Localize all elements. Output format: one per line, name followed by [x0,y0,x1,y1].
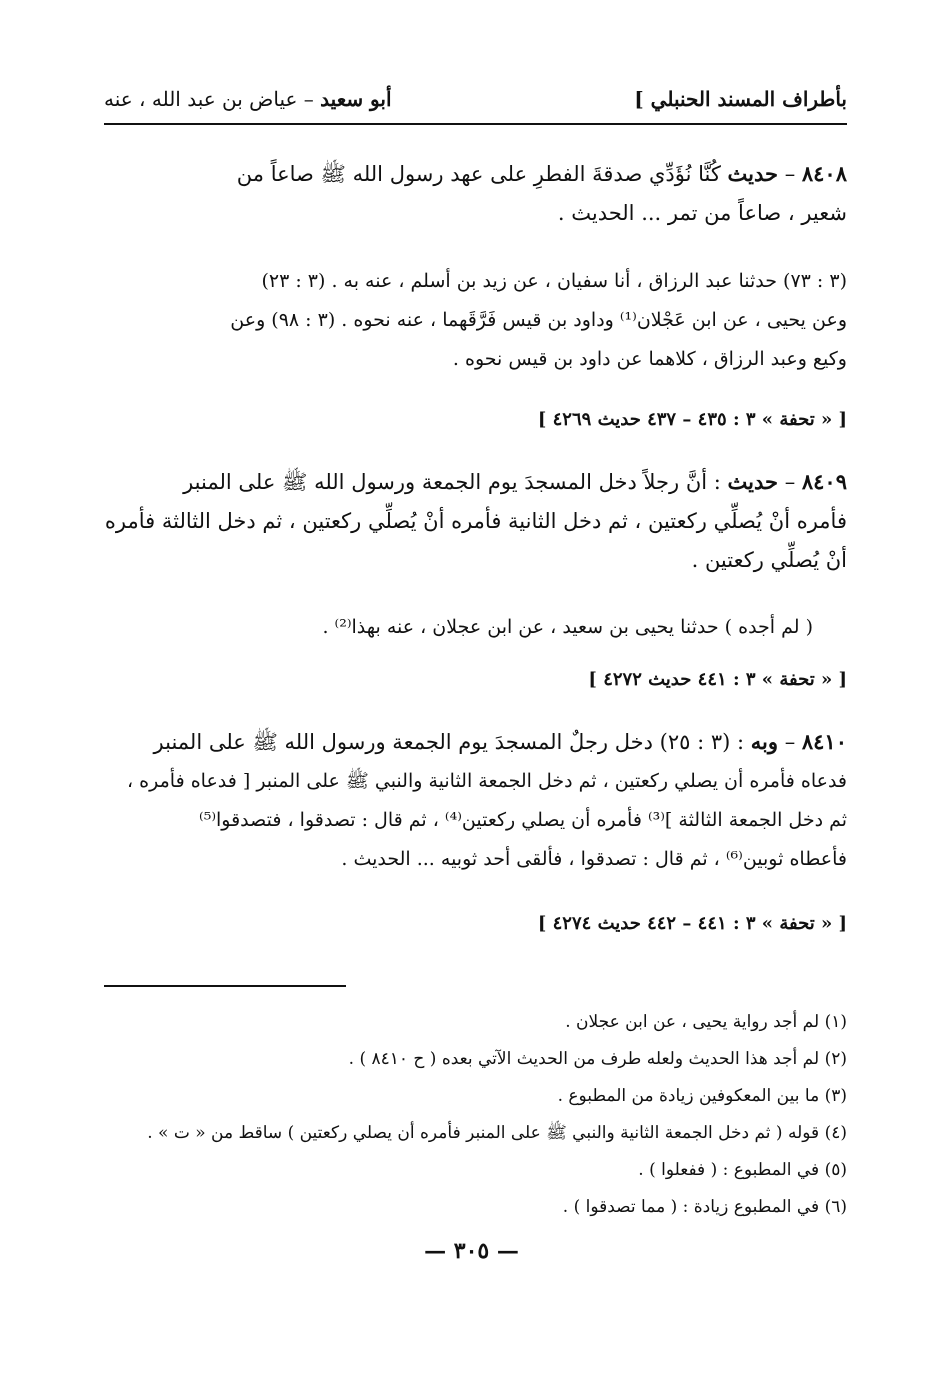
tuhfa-reference: [ « تحفة » ٣ : ٤٤١ حديث ٤٢٧٢ ] [588,669,847,690]
footnote-item: (٢) لم أجد هذا الحديث ولعله طرف من الحديث الآتي بعده ( ح ٨٤١٠ ) . [348,1049,847,1069]
hadith-line: ٨٤٠٨ – حديث كُنَّا نُؤَدِّي صدقةَ الفطرِ على عهد رسول الله ﷺ صاعاً من [236,161,847,186]
footnote-item: (١) لم أجد رواية يحيى ، عن ابن عجلان . [565,1012,847,1032]
isnad-line: وعن يحيى ، عن ابن عَجْلان⁽¹⁾ وداود بن قيس فَرَّقَهما ، عنه نحوه . (٣ : ٩٨) وعن [230,309,847,331]
hadith-keyword: حديث [727,161,779,186]
hadith-line: شعير ، صاعاً من تمر ... الحديث . [557,201,847,225]
header-rule [104,123,847,125]
isnad-line: ( لم أجده ) حدثنا يحيى بن سعيد ، عن ابن عجلان ، عنه بهذا⁽²⁾ . [322,616,813,638]
isnad-line: (٣ : ٧٣) حدثنا عبد الرزاق ، أنا سفيان ، عن زيد بن أسلم ، عنه به . (٣ : ٢٣) [261,270,847,292]
hadith-number: ٨٤٠٩ [801,469,847,494]
running-head-narrator [104,82,392,116]
hadith-line: فأمره أنْ يُصلِّي ركعتين ، ثم دخل الثانية فأمره أنْ يُصلِّي ركعتين ، ثم دخل الثالثة فأمره [104,509,847,533]
running-head-narrator-rest: – عياض بن عبد الله ، عنه [104,87,314,111]
hadith-number: ٨٤٠٨ [801,161,847,186]
footnote-item: (٥) في المطبوع : ( ففعلوا ) . [638,1160,847,1180]
hadith-line: ثم دخل الجمعة الثالثة ]⁽³⁾ فأمره أن يصلي ركعتين⁽⁴⁾ ، ثم قال : تصدقوا ، فتصدقوا⁽⁵⁾ [199,809,847,831]
hadith-entry-8410 [104,722,847,879]
hadith-entry-8409 [104,462,847,580]
isnad-line: وكيع وعبد الرزاق ، كلاهما عن داود بن قيس نحوه . [452,348,847,370]
hadith-keyword: وبه [750,729,779,754]
footnote-item: (٤) قوله ( ثم دخل الجمعة الثانية والنبي ﷺ على المنبر فأمره أن يصلي ركعتين ) ساقط من « ت » . [147,1123,847,1143]
hadith-line: ٨٤٠٩ – حديث : أنَّ رجلاً دخل المسجدَ يوم الجمعة ورسول الله ﷺ على المنبر [183,469,847,494]
hadith-line: فدعاه فأمره أن يصلي ركعتين ، ثم دخل الجمعة الثانية والنبي ﷺ على المنبر [ فدعاه فأمره ، [127,770,847,792]
hadith-line: ٨٤١٠ – وبه : (٣ : ٢٥) دخل رجلٌ المسجدَ يوم الجمعة ورسول الله ﷺ على المنبر [153,729,847,754]
hadith-text: كُنَّا نُؤَدِّي صدقةَ الفطرِ على عهد رسول الله ﷺ صاعاً من [236,162,721,186]
running-head-title: بأطراف المسند الحنبلي ] [634,87,847,111]
running-head-narrator-name: أبو سعيد [320,87,392,111]
footnote-rule [104,985,346,987]
hadith-number: ٨٤١٠ [801,729,847,754]
hadith-text: : (٣ : ٢٥) دخل رجلٌ المسجدَ يوم الجمعة ورسول الله ﷺ على المنبر [153,730,745,754]
isnad-block-8409 [104,608,813,647]
hadith-line: فأعطاه ثوبين⁽⁶⁾ ، ثم قال : تصدقوا ، فألقى أحد ثوبيه ... الحديث . [341,848,847,870]
footnotes [104,1004,847,1226]
hadith-line: أنْ يُصلِّي ركعتين . [691,548,847,572]
hadith-entry-8408 [104,154,847,233]
footnote-item: (٦) في المطبوع زيادة : ( مما تصدقوا ) . [562,1197,847,1217]
page-number: — ٣٠٥ — [424,1238,519,1264]
isnad-block-8408 [104,262,847,379]
footnote-item: (٣) ما بين المعكوفين زيادة من المطبوع . [557,1086,847,1106]
hadith-keyword: حديث [727,469,779,494]
hadith-text: : أنَّ رجلاً دخل المسجدَ يوم الجمعة ورسول الله ﷺ على المنبر [183,470,721,494]
tuhfa-reference: [ « تحفة » ٣ : ٤٣٥ – ٤٣٧ حديث ٤٢٦٩ ] [537,409,847,430]
tuhfa-reference: [ « تحفة » ٣ : ٤٤١ – ٤٤٢ حديث ٤٢٧٤ ] [537,913,847,934]
running-head [104,82,847,116]
